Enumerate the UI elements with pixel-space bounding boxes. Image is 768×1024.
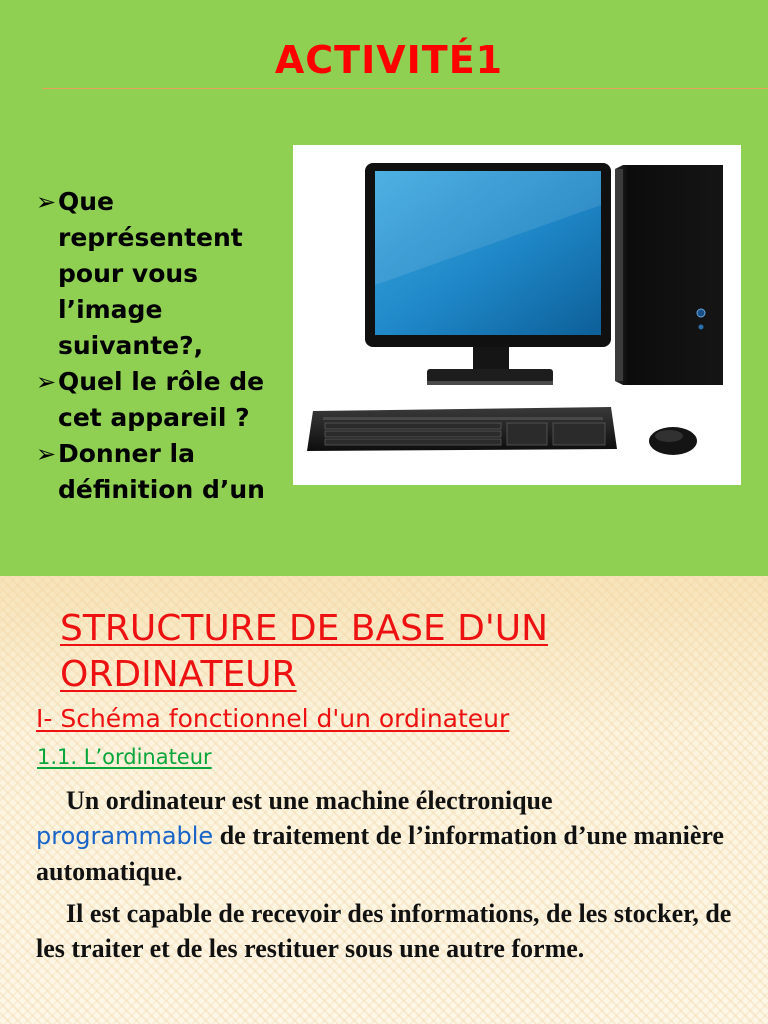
desktop-computer-image xyxy=(293,145,741,485)
slide-structure xyxy=(0,576,768,1024)
question-text: Quel le rôle de cet appareil ? xyxy=(58,367,265,432)
desktop-computer-icon xyxy=(293,145,741,485)
subsection-heading xyxy=(37,745,212,769)
section-heading xyxy=(36,704,509,733)
definition-paragraph xyxy=(36,783,736,889)
title-text: STRUCTURE DE BASE D'UN ORDINATEUR xyxy=(60,608,549,695)
capabilities-paragraph xyxy=(36,896,736,966)
paragraph-text: de traitement de l’information d’une manière automatique. xyxy=(36,821,724,886)
title-divider xyxy=(42,88,768,89)
question-list xyxy=(36,184,286,508)
slide-title: ACTIVITÉ1 xyxy=(274,38,504,82)
paragraph-text: Il est capable de recevoir des informations, de les stocker, de les traiter et de les restituer sous une autre forme. xyxy=(36,899,732,963)
arrow-bullet-icon: ➢ xyxy=(36,368,57,396)
list-item xyxy=(36,436,286,508)
arrow-bullet-icon: ➢ xyxy=(36,440,57,468)
arrow-bullet-icon: ➢ xyxy=(36,188,57,216)
list-item xyxy=(36,364,286,436)
subsection-heading-text: 1.1. L’ordinateur xyxy=(37,745,212,769)
paragraph-text: Un ordinateur est une machine électronique xyxy=(66,786,553,815)
slide-title xyxy=(60,606,740,698)
highlighted-term: programmable xyxy=(36,822,214,850)
section-heading-text: I- Schéma fonctionnel d'un ordinateur xyxy=(36,704,510,733)
list-item xyxy=(36,184,286,364)
question-text: Que représentent pour vous l’image suivante?, xyxy=(58,187,243,360)
question-text: Donner la définition d’un xyxy=(58,439,265,504)
